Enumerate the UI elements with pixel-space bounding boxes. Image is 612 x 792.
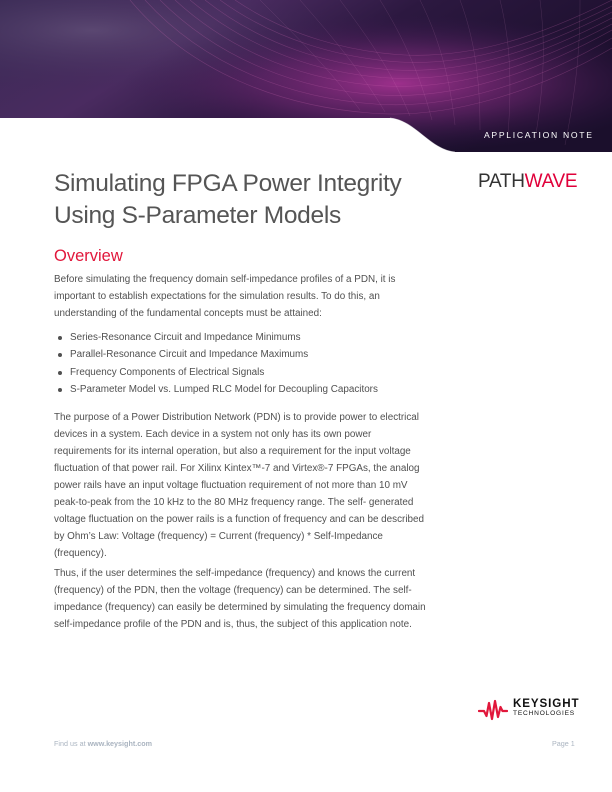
pathwave-logo-wave: WAVE	[524, 171, 578, 192]
pathwave-logo	[478, 172, 577, 192]
concept-list	[54, 329, 434, 398]
list-item: S-Parameter Model vs. Lumped RLC Model for Decoupling Capacitors	[54, 381, 434, 398]
keysight-subtitle: TECHNOLOGIES	[513, 710, 575, 717]
keysight-name: KEYSIGHT	[513, 697, 580, 710]
list-item: Parallel-Resonance Circuit and Impedance Maximums	[54, 346, 434, 363]
page-number: Page 1	[552, 739, 575, 748]
page-title	[54, 168, 444, 232]
website-link[interactable]: www.keysight.com	[87, 739, 153, 748]
list-item: Frequency Components of Electrical Signals	[54, 364, 434, 381]
overview-heading: Overview	[54, 247, 123, 265]
conclusion-paragraph: Thus, if the user determines the self-impedance (frequency) and knows the current (frequency) of the PDN, then the voltage (frequency) can be determined. The self-impedance (frequency) can easily be determined by simulating the frequency domain self-impedance profile of the PDN and is, thus, the subject of this application note.	[54, 568, 426, 630]
pathwave-logo-path: PATH	[478, 171, 525, 192]
page-title-line-1: Simulating FPGA Power Integrity	[54, 170, 402, 197]
intro-paragraph: Before simulating the frequency domain self-impedance profiles of a PDN, it is important to establish expectations for the simulation results. To do this, an understanding of the fundamental concepts must be attained:	[54, 274, 396, 319]
document-type-label: APPLICATION NOTE	[484, 130, 594, 140]
list-item: Series-Resonance Circuit and Impedance Minimums	[54, 329, 434, 346]
footer-website	[54, 739, 152, 748]
footer-find-us-label: Find us at	[54, 739, 88, 748]
keysight-wave-icon	[478, 699, 508, 721]
purpose-paragraph: The purpose of a Power Distribution Network (PDN) is to provide power to electrical devices in a system. Each device in a system not only has its own power requirements for its internal operation, but also a requirement for the input voltage fluctuation of that power rail. For Xilinx Kintex™-7 and Virtex®-7 FPGAs, the analog power rails have an input voltage fluctuation requirement of not more than 10 mV peak-to-peak from the 10 kHz to the 80 MHz frequency range. The self- generated voltage fluctuation on the power rails is a function of frequency and can be described by Ohm’s Law: Voltage (frequency) = Current (frequency) * Self-Impedance (frequency).	[54, 412, 424, 559]
page-title-line-2: Using S-Parameter Models	[54, 202, 341, 229]
keysight-logo	[478, 697, 588, 721]
